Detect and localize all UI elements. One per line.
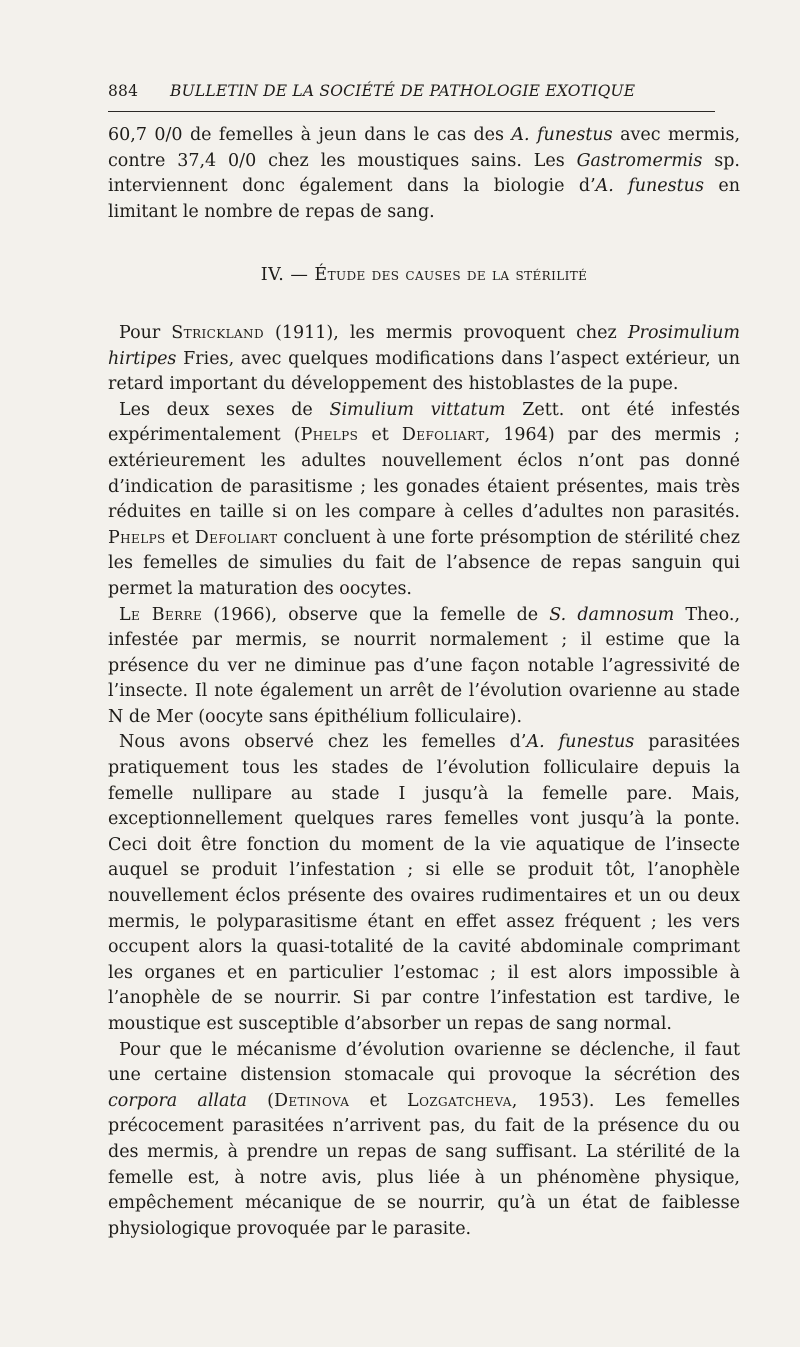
anatomy-term: corpora allata <box>108 1090 247 1111</box>
section-number: IV. — <box>260 265 315 286</box>
text-run: parasitées pratiquement tous les stades de l’évolution folliculaire depuis la femelle nullipare au stade I jusqu’à la femelle pare. Mais, exceptionnellement quelques rares femelles vont jusqu’à la ponte. Ceci doit être fonction du moment de la vie aquatique de l’insecte auquel se produit l’infestation ; si elle se produit tôt, l’anophèle nouvellement éclos présente des ovaires rudimentaires et un ou deux mermis, le polyparasitisme étant en effet assez fréquent ; les vers occupent alors la quasi-totalité de la cavité abdominale comprimant les organes et en particulier l’estomac ; il est alors impossible à l’anophèle de se nourrir. Si par contre l’infestation est tardive, le moustique est susceptible d’absorber un repas de sang normal. <box>108 732 741 1034</box>
author-name: Le Berre <box>119 604 203 625</box>
author-name: Lozgatcheva <box>407 1090 512 1111</box>
page-number: 884 <box>108 82 139 100</box>
journal-title: BULLETIN DE LA SOCIÉTÉ DE PATHOLOGIE EXOTIQUE <box>170 82 636 100</box>
text-run: (1966), observe que la femelle de <box>202 604 550 625</box>
species-name: Simulium vittatum <box>329 399 506 420</box>
text-run: Nous avons observé chez les femelles d’ <box>119 732 527 753</box>
genus-name: Gastromermis <box>576 150 703 171</box>
text-run: ( <box>246 1090 274 1111</box>
text-run: avec mermis, contre 37,4 0/0 chez les moustiques sains. Les <box>108 125 741 171</box>
species-name: A. funestus <box>526 732 635 753</box>
paragraph-simulium <box>108 398 740 603</box>
text-run: et <box>349 1090 408 1111</box>
author-name: Defoliart <box>401 425 485 446</box>
header-rule <box>108 111 715 112</box>
paragraph-observations <box>108 730 740 1037</box>
author-name: Defoliart <box>194 527 278 548</box>
species-name: A. funestus <box>595 176 704 197</box>
paragraph-continuation <box>108 123 740 225</box>
text-run: concluent à une forte présomption de stérilité chez les femelles de simulies du fait de l’absence de repas sanguin qui permet la maturation des oocytes. <box>108 527 740 599</box>
paragraph-strickland <box>108 321 740 398</box>
text-run: 60,7 0/0 de femelles à jeun dans le cas des <box>108 125 512 145</box>
text-run: en limitant le nombre de repas de sang. <box>108 176 741 222</box>
author-name: Strickland <box>171 322 264 343</box>
running-header <box>108 82 715 100</box>
text-run: (1911), les mermis provoquent chez <box>263 322 628 343</box>
text-run: Zett. ont été infestés expérimentalement ( <box>108 399 741 446</box>
text-run: Pour <box>119 322 172 343</box>
article-body <box>108 120 740 1242</box>
species-name: Prosimulium hirtipes <box>108 322 740 369</box>
text-run: , 1964) par des mermis ; extérieurement les adultes nouvellement éclos n’ont pas donné d’indication de parasitisme ; les gonades étaient présentes, mais très réduites en taille si on les compare à celles d’adultes non parasités. <box>108 425 740 523</box>
section-title: Étude des causes de la stérilité <box>314 265 588 286</box>
text-run: sp. interviennent donc également dans la biologie d’ <box>108 150 740 197</box>
text-run: et <box>358 425 402 446</box>
author-name: Detinova <box>273 1090 350 1111</box>
text-run: , 1953). Les femelles précocement parasitées n’arrivent pas, du fait de la présence du ou des mermis, à prendre un repas de sang suffisant. La stérilité de la femelle est, à notre avis, plus liée à un phénomène physique, empêchement mécanique de se nourrir, qu’à un état de faiblesse physiologique provoquée par le parasite. <box>108 1090 741 1239</box>
paragraph-conclusion <box>108 1038 740 1243</box>
species-name: A. funestus <box>511 125 613 145</box>
text-run: Fries, avec quelques modifications dans l’aspect extérieur, un retard important du développement des histoblastes de la pupe. <box>108 348 740 395</box>
text-run: Pour que le mécanisme d’évolution ovarienne se déclenche, il faut une certaine distension stomacale qui provoque la sécrétion des <box>108 1039 740 1086</box>
paragraph-le-berre <box>108 603 740 731</box>
author-name: Phelps <box>108 527 166 548</box>
text-run: Les deux sexes de <box>119 399 330 420</box>
text-run: et <box>165 527 195 548</box>
section-heading <box>108 263 740 289</box>
text-run: Theo., infestée par mermis, se nourrit normalement ; il estime que la présence du ver ne diminue pas d’une façon notable l’agressivité de l’insecte. Il note également un arrêt de l’évolution ovarienne au stade N de Mer (oocyte sans épithélium folliculaire). <box>108 604 741 727</box>
species-name: S. damnosum <box>549 604 675 625</box>
author-name: Phelps <box>300 425 359 446</box>
